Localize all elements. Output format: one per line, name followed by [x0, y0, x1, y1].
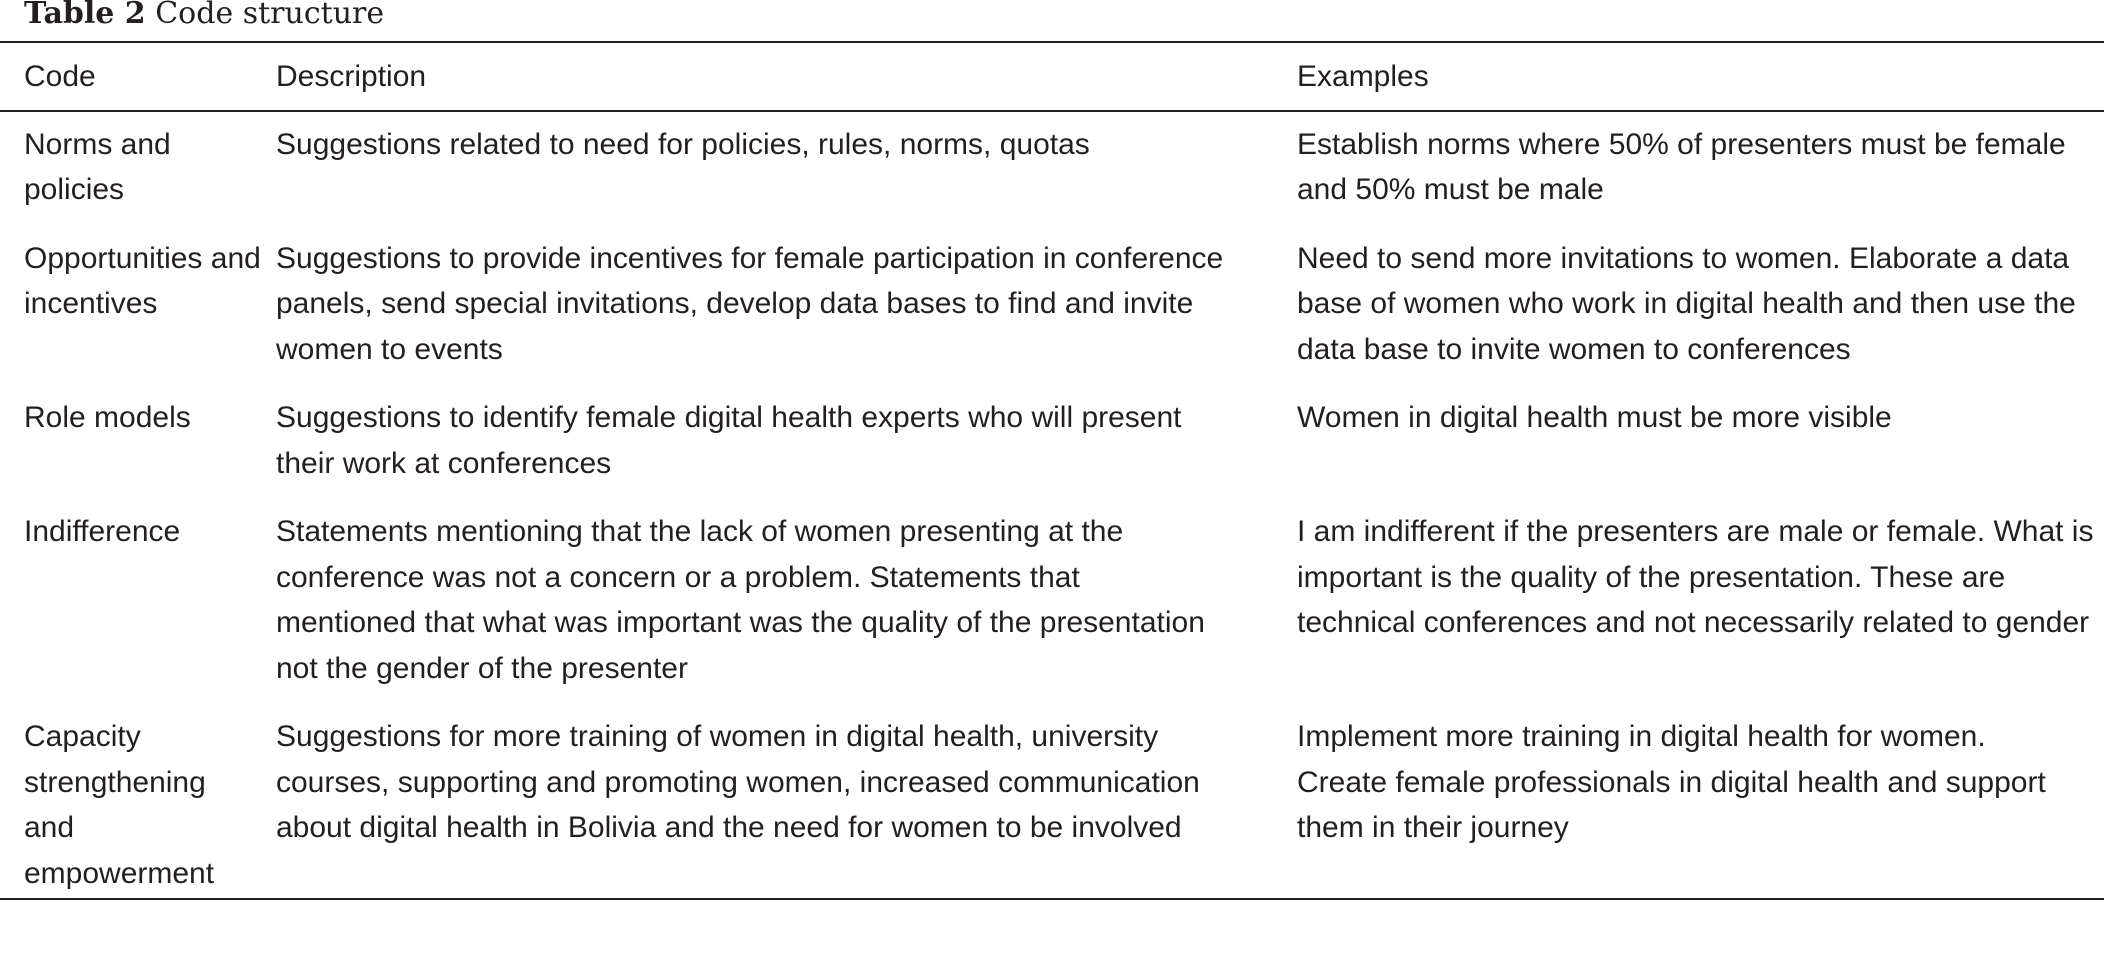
table-row — [0, 236, 2104, 396]
table-header — [0, 42, 2104, 111]
description-cell — [276, 111, 1297, 236]
table-row — [0, 509, 2104, 714]
example-text: I am indifferent if the presenters are male or female. What is important is the quality of the presentation. These are technical conferences and not necessarily related to gender — [1297, 515, 2094, 639]
example-text: Establish norms where 50% of presenters must be female and 50% must be male — [1297, 127, 2066, 206]
description-text: Suggestions to provide incentives for female participation in conference panels, send special invitations, develop data bases to find and invite women to events — [276, 241, 1224, 366]
code-structure-table — [0, 41, 2104, 900]
example-text: Need to send more invitations to women. Elaborate a data base of women who work in digital health and then use the data base to invite women to conferences — [1297, 241, 2076, 366]
description-text: Statements mentioning that the lack of women presenting at the conference was not a concern or a problem. Statements that mentioned that what was important was the quality of the presentation not the gender of the presenter — [276, 515, 1205, 685]
example-text: Women in digital health must be more visible — [1297, 401, 1892, 434]
header-code: Code — [24, 60, 96, 93]
table-row — [0, 111, 2104, 236]
caption-label: Table 2 — [24, 0, 146, 31]
description-cell — [276, 236, 1297, 396]
example-cell — [1297, 236, 2104, 396]
header-description: Description — [276, 60, 427, 93]
description-text: Suggestions related to need for policies, rules, norms, quotas — [276, 127, 1090, 161]
table-row — [0, 714, 2104, 899]
description-text: Suggestions to identify female digital health experts who will present their work at conferences — [276, 401, 1182, 480]
example-text: Implement more training in digital health for women. Create female professionals in digital health and support them in their journey — [1297, 720, 2046, 844]
code-cell — [0, 714, 276, 899]
caption-title: Code structure — [155, 0, 385, 31]
header-row — [0, 42, 2104, 111]
code-text: Indifference — [24, 515, 181, 548]
description-text: Suggestions for more training of women in digital health, university courses, supporting and promoting women, increased communication about digital health in Bolivia and the need for women to be involved — [276, 720, 1200, 844]
table-body — [0, 111, 2104, 900]
table-caption — [0, 0, 2104, 34]
code-text: Role models — [24, 401, 191, 434]
code-cell — [0, 509, 276, 714]
description-cell — [276, 509, 1297, 714]
header-examples: Examples — [1297, 60, 1429, 93]
code-cell — [0, 395, 276, 509]
example-cell — [1297, 111, 2104, 236]
code-cell — [0, 111, 276, 236]
example-cell — [1297, 714, 2104, 899]
example-cell — [1297, 395, 2104, 509]
code-text: Opportunities and incentives — [24, 241, 261, 320]
table-row — [0, 395, 2104, 509]
description-cell — [276, 395, 1297, 509]
example-cell — [1297, 509, 2104, 714]
code-text: Capacity strengthening and empowerment — [24, 720, 215, 890]
code-cell — [0, 236, 276, 396]
code-text: Norms and policies — [24, 127, 171, 206]
description-cell — [276, 714, 1297, 899]
